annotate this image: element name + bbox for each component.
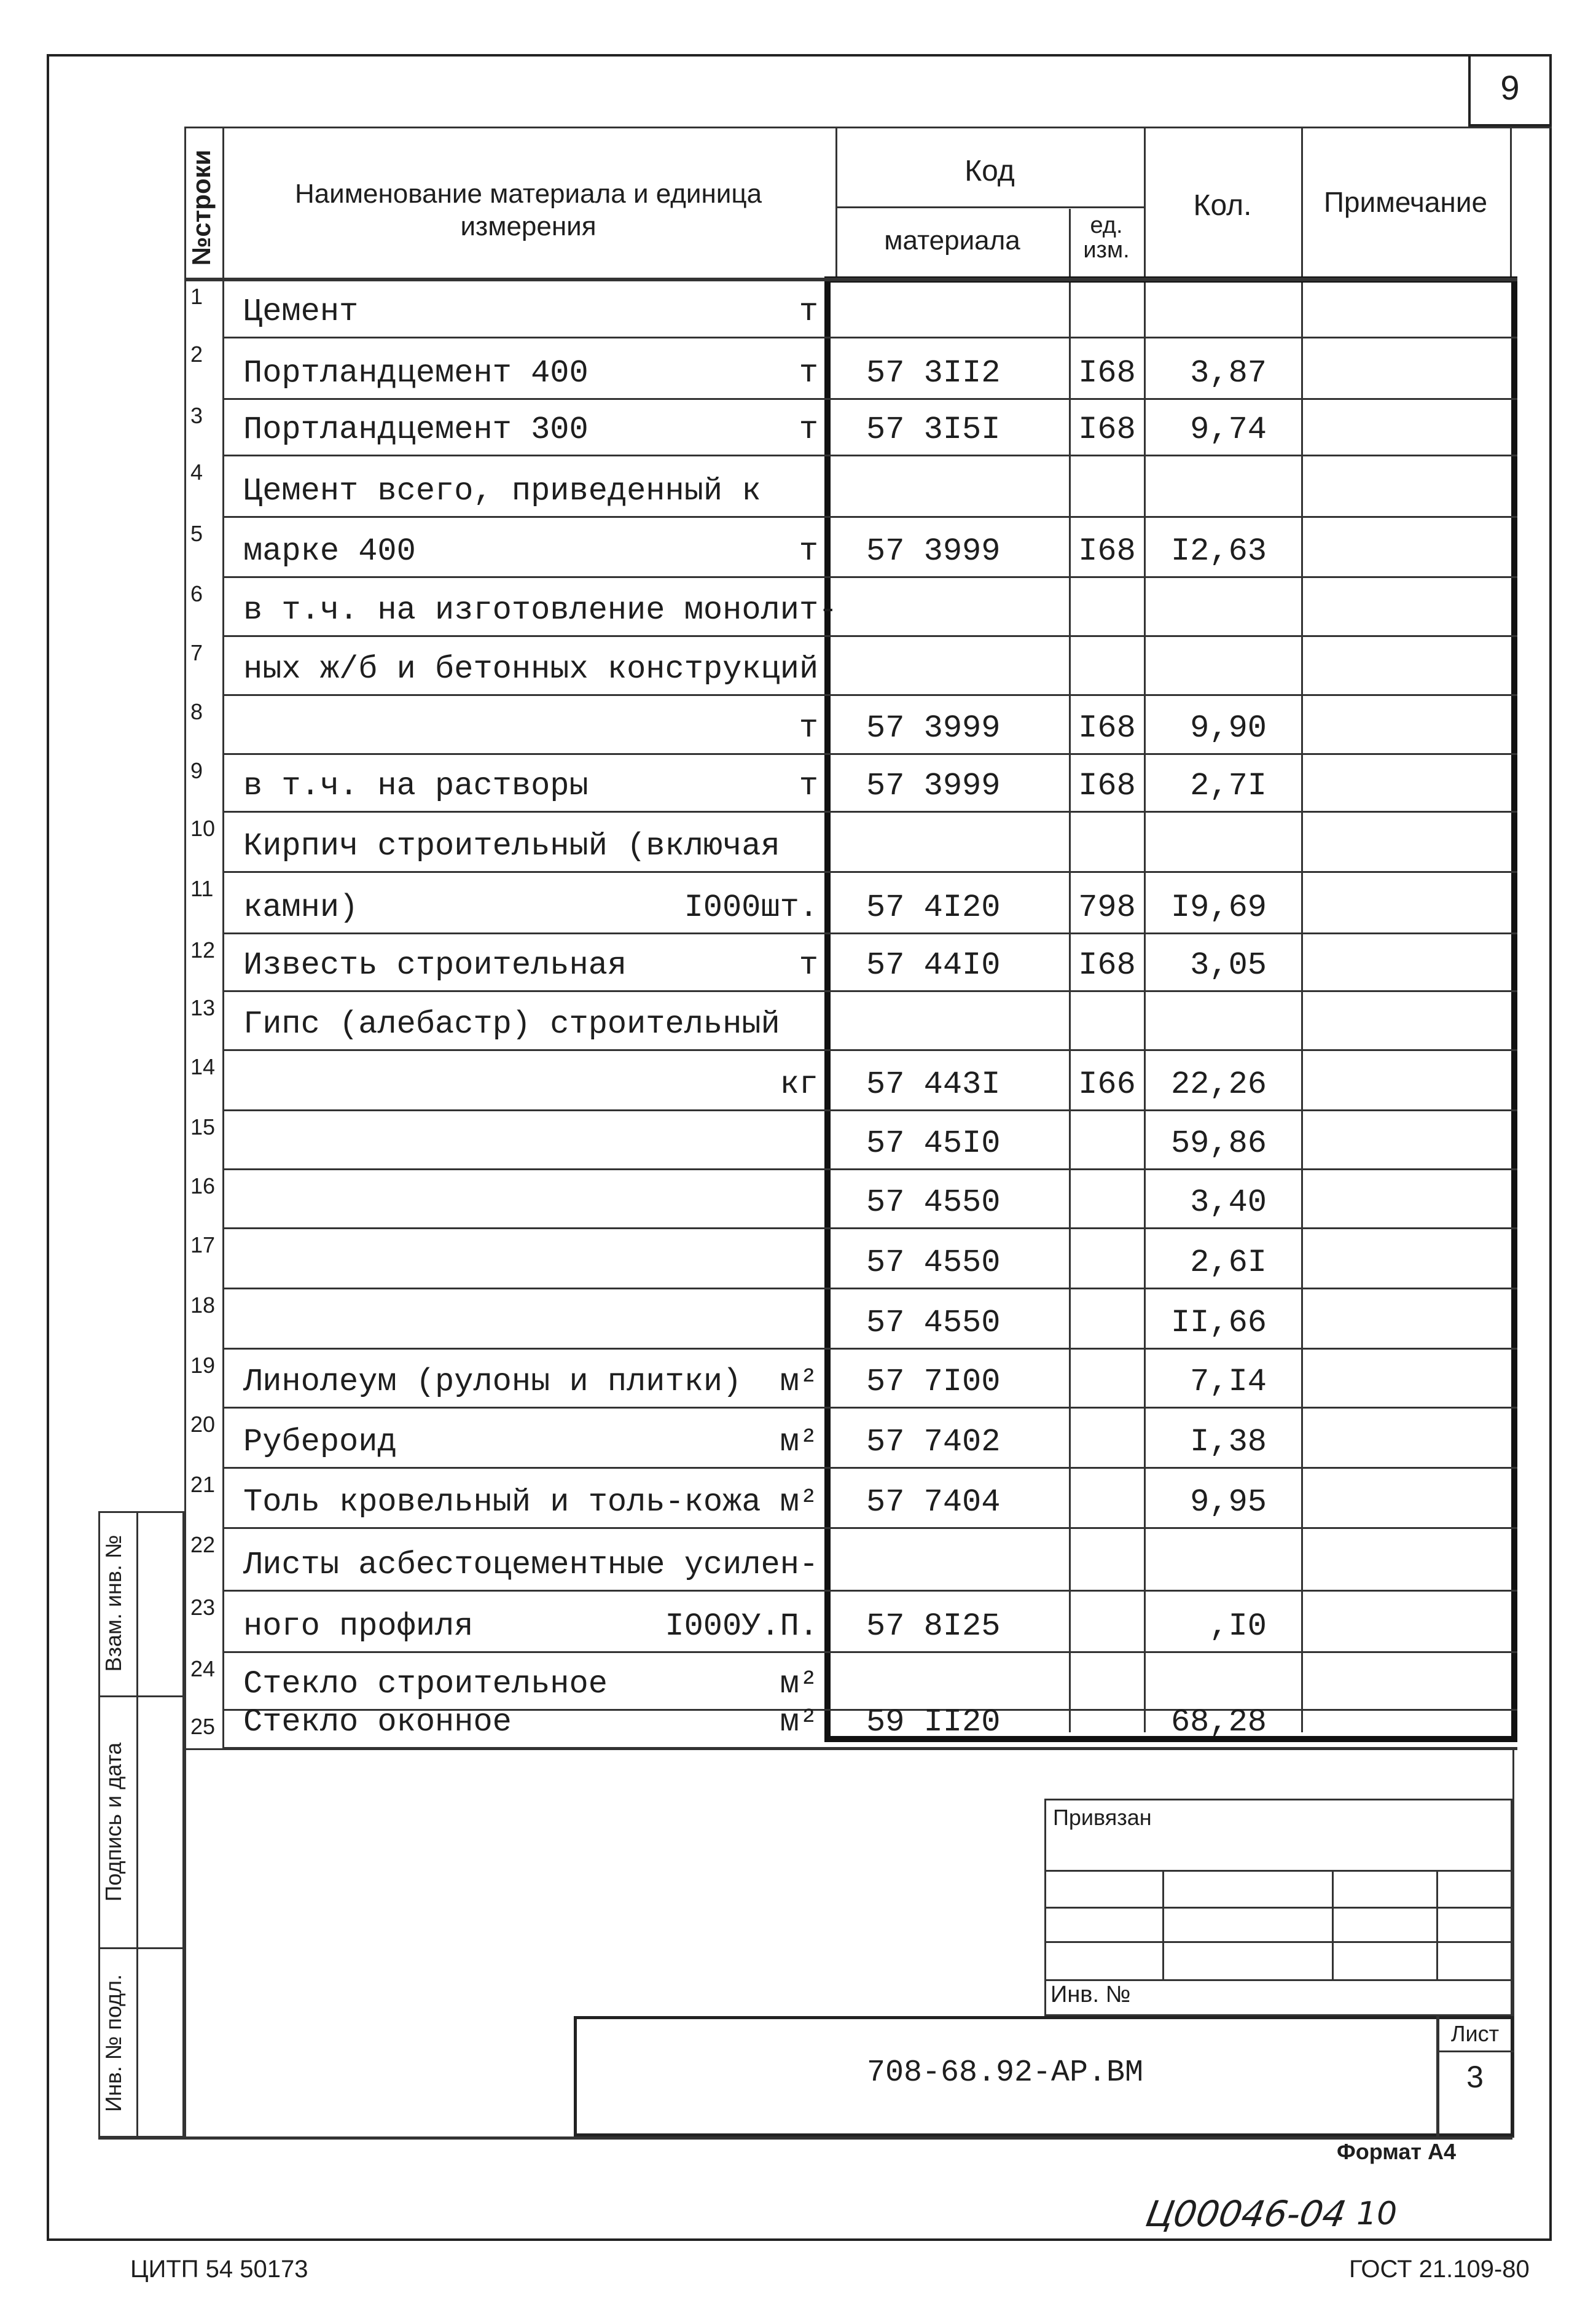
row-unit-code: I66 <box>1078 1066 1136 1103</box>
linked-col-3 <box>1436 1870 1438 1979</box>
row-code: 57 4550 <box>866 1245 1001 1281</box>
header-row-number: №строки <box>187 149 216 266</box>
row-unit-code: I68 <box>1078 355 1136 391</box>
side-stamp-line-2 <box>98 1947 184 1949</box>
linked-line-3 <box>1044 1941 1512 1943</box>
row-number: 5 <box>190 521 203 546</box>
row-separator <box>222 1467 1517 1469</box>
row-code: 57 3999 <box>866 710 1001 746</box>
row-quantity: 2,7I <box>1190 768 1267 804</box>
row-separator <box>222 635 1517 637</box>
side-stamp-sign-date: Подпись и дата <box>101 1742 126 1902</box>
row-quantity: 3,87 <box>1190 355 1267 391</box>
row-separator <box>222 871 1517 873</box>
sheet-value: 3 <box>1466 2060 1484 2094</box>
row-separator <box>222 398 1517 400</box>
row-separator <box>222 337 1517 338</box>
row-separator <box>222 1407 1517 1409</box>
row-separator <box>222 1168 1517 1170</box>
handwritten-page: 10 <box>1356 2195 1398 2232</box>
row-unit: т <box>799 768 818 804</box>
row-code: 57 7402 <box>866 1424 1001 1460</box>
row-number: 24 <box>190 1656 216 1681</box>
format-label: Формат А4 <box>1337 2139 1457 2164</box>
row-number: 21 <box>190 1472 216 1497</box>
row-name: в т.ч. на растворы <box>243 768 589 804</box>
row-unit: м² <box>780 1666 818 1702</box>
row-number: 8 <box>190 699 203 724</box>
row-quantity: II,66 <box>1170 1305 1267 1341</box>
col-line-rowno-left <box>184 127 186 1748</box>
row-quantity: 9,95 <box>1190 1484 1267 1520</box>
row-unit-code: I68 <box>1078 768 1136 804</box>
row-code: 57 45I0 <box>866 1125 1001 1162</box>
row-number: 25 <box>190 1714 216 1739</box>
row-separator <box>222 1288 1517 1289</box>
row-separator <box>222 455 1517 456</box>
row-quantity: I2,63 <box>1170 533 1267 569</box>
linked-line-4 <box>1044 1979 1512 1981</box>
row-unit: т <box>799 355 818 391</box>
row-name: камни) <box>243 889 359 926</box>
row-unit: т <box>799 533 818 569</box>
row-number: 9 <box>190 758 203 783</box>
row-quantity: 3,40 <box>1190 1184 1267 1221</box>
page-number: 9 <box>1500 68 1520 107</box>
row-unit: м² <box>780 1704 818 1740</box>
side-stamp-line-1 <box>98 1695 184 1697</box>
row-separator <box>222 1348 1517 1350</box>
row-separator <box>222 990 1517 992</box>
row-separator <box>222 516 1517 518</box>
row-unit: I000У.П. <box>665 1608 818 1644</box>
row-number: 17 <box>190 1232 216 1257</box>
row-code: 57 3999 <box>866 768 1001 804</box>
document-code: 708-68.92-АР.ВМ <box>866 2055 1144 2090</box>
row-name: Кирпич строительный (включая <box>243 828 780 864</box>
linked-label: Привязан <box>1053 1805 1152 1830</box>
footer-right: ГОСТ 21.109-80 <box>1349 2256 1530 2283</box>
row-separator <box>222 1109 1517 1111</box>
side-stamp-inv-orig: Инв. № подл. <box>101 1974 126 2113</box>
header-name: Наименование материала и единица измерения <box>294 179 762 241</box>
row-code: 57 3I5I <box>866 412 1001 448</box>
row-code: 57 7404 <box>866 1484 1001 1520</box>
row-number: 7 <box>190 640 203 665</box>
row-separator <box>222 576 1517 578</box>
row-number: 1 <box>190 284 203 309</box>
header-code-material: материала <box>884 225 1020 256</box>
row-separator <box>222 932 1517 934</box>
row-number: 19 <box>190 1353 216 1378</box>
row-quantity: 3,05 <box>1190 947 1267 983</box>
linked-line-1 <box>1044 1870 1512 1872</box>
row-name: Цемент всего, приведенный к <box>243 473 761 509</box>
header-qty: Кол. <box>1193 189 1252 222</box>
row-number: 3 <box>190 403 203 428</box>
sheet-label: Лист <box>1450 2021 1500 2046</box>
row-name: Цемент <box>243 294 359 330</box>
linked-col-2 <box>1332 1870 1334 1979</box>
row-number: 20 <box>190 1412 216 1437</box>
row-unit-code: I68 <box>1078 710 1136 746</box>
row-number: 6 <box>190 581 203 606</box>
row-name: Портландцемент 300 <box>243 412 589 448</box>
row-name: ных ж/б и бетонных конструкций <box>243 651 819 687</box>
header-bottom-border <box>184 278 1517 281</box>
row-name: Гипс (алебастр) строительный <box>243 1006 780 1042</box>
row-separator <box>222 753 1517 755</box>
row-quantity: 2,6I <box>1190 1245 1267 1281</box>
footer-left: ЦИТП 54 50173 <box>130 2256 308 2283</box>
linked-col-1 <box>1162 1870 1164 1979</box>
row-name: Известь строительная <box>243 947 627 983</box>
row-quantity: 9,90 <box>1190 710 1267 746</box>
row-name: Стекло строительное <box>243 1666 608 1702</box>
row-number: 22 <box>190 1532 216 1557</box>
row-separator <box>222 1651 1517 1653</box>
bottom-area-left <box>184 1748 186 2138</box>
row-number: 23 <box>190 1595 216 1620</box>
row-code: 57 3999 <box>866 533 1001 569</box>
side-stamp-inv-sub: Взам. инв. № <box>101 1534 126 1672</box>
row-code: 57 443I <box>866 1066 1001 1103</box>
row-quantity: 68,28 <box>1170 1704 1267 1740</box>
row-number: 15 <box>190 1114 216 1140</box>
row-unit-code: I68 <box>1078 533 1136 569</box>
row-quantity: 22,26 <box>1170 1066 1267 1103</box>
handwritten-number: Ц00046-04 <box>1143 2193 1350 2235</box>
row-unit-code: I68 <box>1078 947 1136 983</box>
table-bottom-line <box>184 1748 1517 1750</box>
row-unit: м² <box>780 1364 818 1400</box>
row-unit: т <box>799 412 818 448</box>
row-separator <box>222 1227 1517 1229</box>
row-number: 10 <box>190 816 216 841</box>
row-unit: т <box>799 294 818 330</box>
row-number: 16 <box>190 1173 216 1198</box>
row-number: 18 <box>190 1292 216 1318</box>
row-name: Листы асбестоцементные усилен- <box>243 1547 819 1583</box>
row-quantity: I9,69 <box>1170 889 1267 926</box>
row-code: 57 44I0 <box>866 947 1001 983</box>
header-code-unit: ед. изм. <box>1083 213 1130 263</box>
row-unit: т <box>799 947 818 983</box>
linked-line-2 <box>1044 1907 1512 1909</box>
row-code: 57 4550 <box>866 1184 1001 1221</box>
row-separator <box>222 811 1517 813</box>
row-separator <box>222 1049 1517 1051</box>
row-unit: м² <box>780 1484 818 1520</box>
row-unit-code: I68 <box>1078 412 1136 448</box>
row-code: 57 8I25 <box>866 1608 1001 1644</box>
bottom-area-base <box>98 2136 1512 2140</box>
row-quantity: 9,74 <box>1190 412 1267 448</box>
row-name: марке 400 <box>243 533 416 569</box>
header-code: Код <box>964 155 1015 187</box>
inv-no-label: Инв. № <box>1050 1982 1131 2007</box>
row-quantity: I,38 <box>1190 1424 1267 1460</box>
side-stamp-divider <box>136 1511 138 2138</box>
row-name: ного профиля <box>243 1608 474 1644</box>
header-note: Примечание <box>1323 186 1488 218</box>
row-code: 57 3II2 <box>866 355 1001 391</box>
row-unit: кг <box>780 1066 818 1103</box>
data-area-thick-frame <box>824 276 1517 1742</box>
row-code: 57 4I20 <box>866 889 1001 926</box>
table-top-border <box>184 127 1552 128</box>
row-unit: I000шт. <box>684 889 818 926</box>
row-number: 12 <box>190 937 216 963</box>
row-separator <box>222 1527 1517 1529</box>
row-unit: т <box>799 710 818 746</box>
row-code: 57 4550 <box>866 1305 1001 1341</box>
code-header-divider <box>835 206 1144 208</box>
row-unit: м² <box>780 1424 818 1460</box>
col-line-rowno-right <box>222 127 224 1748</box>
row-separator <box>222 694 1517 696</box>
row-number: 14 <box>190 1054 216 1079</box>
row-name: Стекло оконное <box>243 1704 512 1740</box>
row-quantity: 7,I4 <box>1190 1364 1267 1400</box>
row-name: Линолеум (рулоны и плитки) <box>243 1364 742 1400</box>
col-line-right <box>1510 127 1512 280</box>
title-sheet-line <box>1436 2050 1514 2052</box>
row-unit-code: 798 <box>1078 889 1136 926</box>
row-name: Рубероид <box>243 1424 397 1460</box>
row-number: 13 <box>190 995 216 1020</box>
row-separator <box>222 1590 1517 1592</box>
row-number: 4 <box>190 459 203 485</box>
row-name: в т.ч. на изготовление монолит- <box>243 592 838 628</box>
row-number: 2 <box>190 342 203 367</box>
row-number: 11 <box>190 876 214 901</box>
row-code: 59 II20 <box>866 1704 1001 1740</box>
row-name: Портландцемент 400 <box>243 355 589 391</box>
row-name: Толь кровельный и толь-кожа <box>243 1484 761 1520</box>
row-code: 57 7I00 <box>866 1364 1001 1400</box>
row-quantity: 59,86 <box>1170 1125 1267 1162</box>
row-quantity: ,I0 <box>1209 1608 1267 1644</box>
